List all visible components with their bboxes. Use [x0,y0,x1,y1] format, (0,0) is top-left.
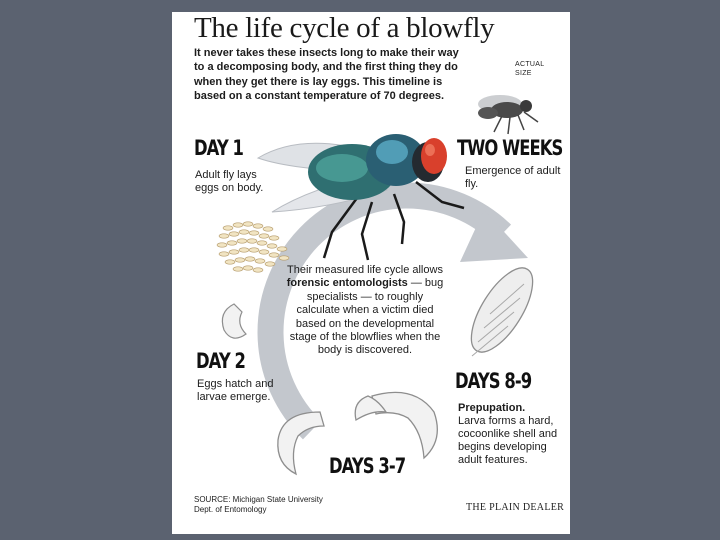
stage-day2-description: Eggs hatch and larvae emerge. [197,378,274,403]
center-text-bold: forensic entomologists [286,277,408,290]
actual-size-label: ACTUAL SIZE [515,61,545,77]
young-larva-illustration [222,304,246,338]
stage-days-3-7-label: DAYS 3-7 [329,454,406,478]
stage-days-8-9-heading: Prepupation. [458,402,526,414]
actual-size-fly-icon [478,95,538,134]
stage-two-weeks-description: Emergence of adult fly. [465,165,561,190]
center-explanation [285,264,445,358]
intro-text: It never takes these insects long to make their way to a decomposing body, and the first thing they do when they get there is lay eggs. This timeline is based on a constant temperature of 70 degrees. [194,47,459,102]
infographic-title: The life cycle of a blowfly [194,12,495,44]
source-line-2: Dept. of Entomology [194,505,267,514]
publisher-credit: THE PLAIN DEALER [466,502,565,513]
stage-days-8-9-description: Larva forms a hard, cocoonlike shell and begins developing adult features. [458,415,558,466]
prepupa-illustration [460,259,545,362]
center-text-part2: — bug specialists — to roughly calculate when a victim died based on the developmental stage of the blowflies when the body is discovered. [289,277,444,357]
center-text-part1: Their measured life cycle allows [287,264,443,276]
stage-days-8-9-label: DAYS 8-9 [455,369,532,393]
stage-day1-description: Adult fly lays eggs on body. [195,169,264,194]
source-line-1: SOURCE: Michigan State University [194,495,323,504]
stage-day1-label: DAY 1 [194,136,243,160]
stage-two-weeks-label: TWO WEEKS [457,136,563,160]
stage-day2-label: DAY 2 [196,349,245,373]
infographic-card [172,12,570,534]
